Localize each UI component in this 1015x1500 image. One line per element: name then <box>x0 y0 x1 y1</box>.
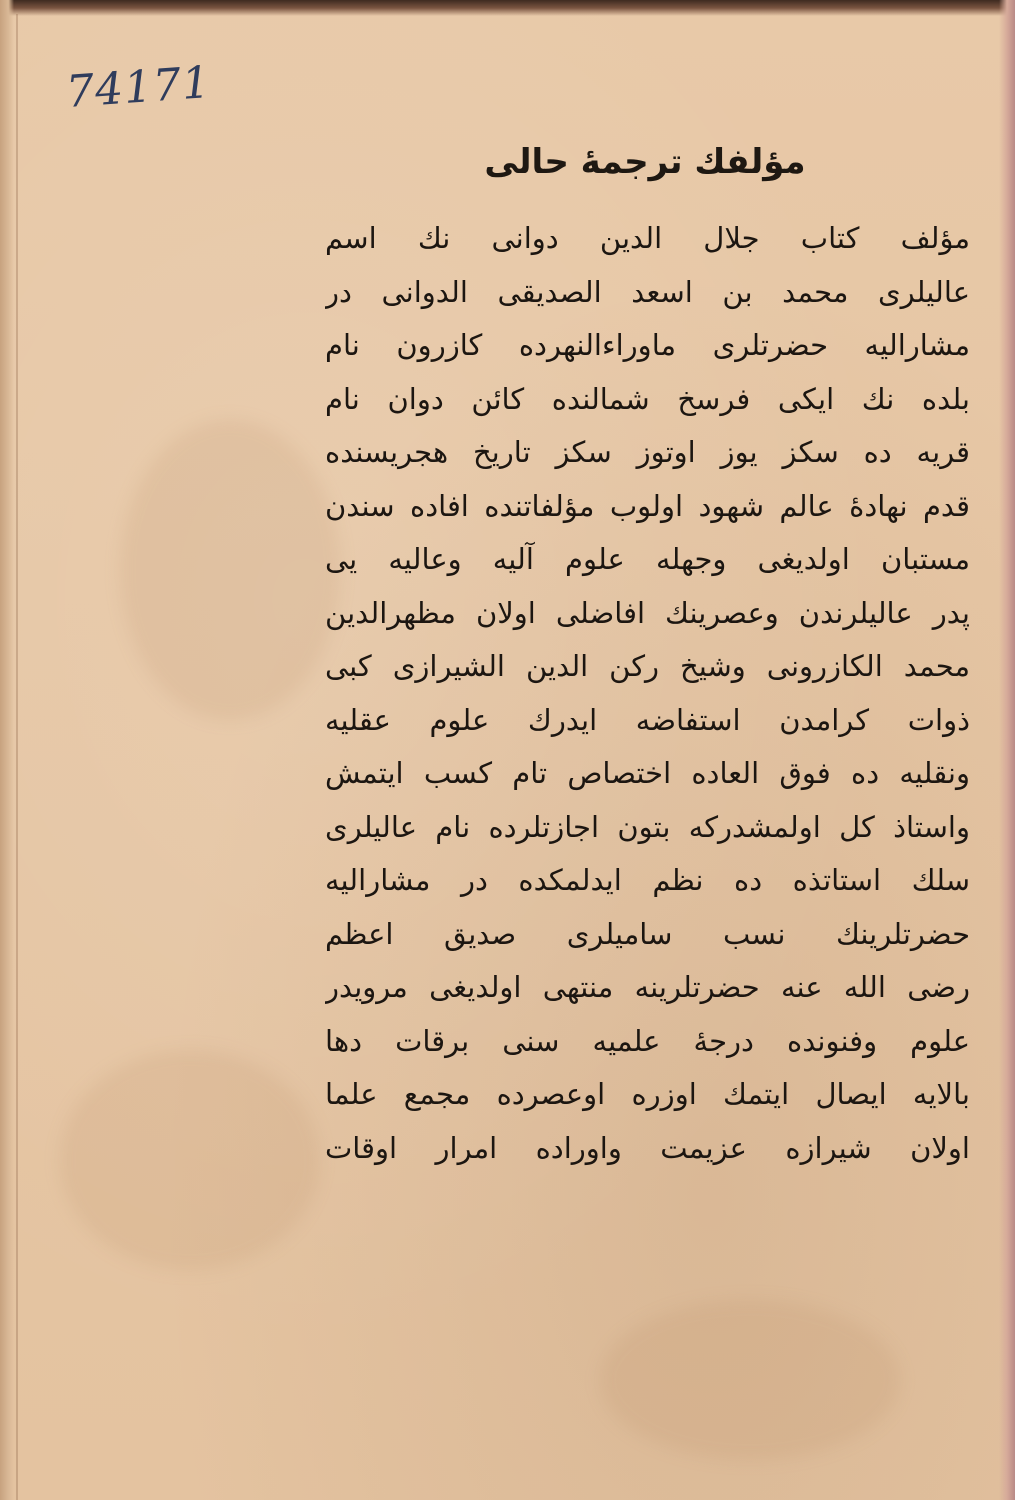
text-line: بلده نك ايكى فرسخ شمالنده كائن دوان نام <box>325 381 970 416</box>
paper-stain <box>120 420 340 720</box>
left-page-edge <box>0 0 14 1500</box>
text-line: اولان شيرازه عزيمت واوراده امرار اوقات <box>325 1130 970 1165</box>
top-edge-shadow <box>0 0 1015 16</box>
text-line: واستاذ كل اولمشدركه بتون اجازتلرده نام عاليلرى <box>325 809 970 844</box>
body-text <box>325 212 970 1175</box>
text-line: پدر عاليلرندن وعصرينك افاضلى اولان مظهرالدين <box>325 595 970 630</box>
paper-stain <box>600 1300 900 1460</box>
text-line: رضى الله عنه حضرتلرينه منتهى اولديغى مرويدر <box>325 970 970 1004</box>
handwritten-catalog-number: 74171 <box>64 57 213 118</box>
right-page-edge <box>999 0 1015 1500</box>
text-line: ونقليه ده فوق العاده اختصاص تام كسب ايتمش <box>325 756 970 790</box>
paper-stain <box>60 1050 320 1270</box>
text-line: محمد الكازرونى وشيخ ركن الدين الشيرازى كبى <box>325 649 970 683</box>
text-line: علوم وفنونده درجهٔ علميه سنى برقات دها <box>325 1023 970 1058</box>
text-line: عاليلرى محمد بن اسعد الصديقى الدوانى در <box>325 274 970 309</box>
text-line: ذوات كرامدن استفاضه ايدرك علوم عقليه <box>325 702 970 737</box>
text-line: قدم نهادهٔ عالم شهود اولوب مؤلفاتنده افاده سندن <box>325 488 970 523</box>
page-title: مؤلفك ترجمهٔ حالى <box>484 142 806 182</box>
text-line: مستبان اولديغى وجهله علوم آليه وعاليه يى <box>325 542 970 576</box>
text-line: حضرتلرينك نسب ساميلرى صديق اعظم <box>325 916 970 951</box>
text-line: سلك استاتذه ده نظم ايدلمكده در مشاراليه <box>325 863 970 897</box>
text-line: مشاراليه حضرتلرى ماوراءالنهرده كازرون نام <box>325 328 970 362</box>
text-line: قريه ده سكز يوز اوتوز سكز تاريخ هجريسنده <box>325 435 970 469</box>
text-line: مؤلف كتاب جلال الدين دوانى نك اسم <box>325 221 970 255</box>
page-fold-line <box>16 14 18 1500</box>
text-line: بالايه ايصال ايتمك اوزره اوعصرده مجمع علما <box>325 1077 970 1111</box>
